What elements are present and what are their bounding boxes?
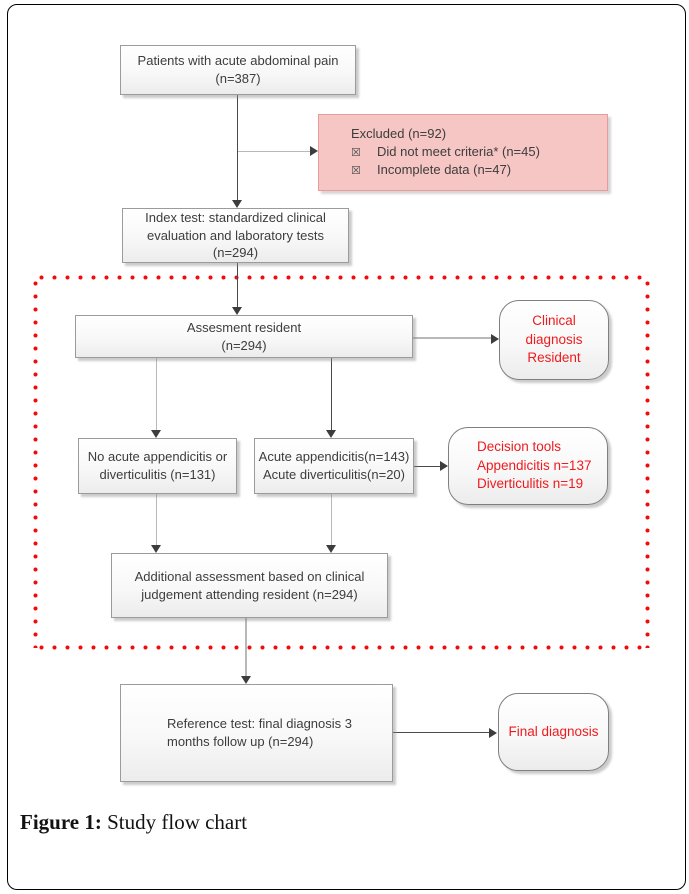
dotted-border-left <box>33 277 38 648</box>
node-decision-line1: Decision tools <box>477 439 562 455</box>
ballot-x-icon: ☒ <box>351 165 361 178</box>
arrowhead-down-assessment <box>232 307 242 315</box>
node-index-test-line1: Index test: standardized clinical <box>145 209 326 225</box>
node-assessment-line2: (n=294) <box>221 337 267 353</box>
figure-caption <box>20 810 247 835</box>
node-acute-line1: Acute appendicitis(n=143) <box>258 449 410 465</box>
node-reference-line2: months follow up (n=294) <box>167 734 314 749</box>
arrowhead-right-final <box>489 728 497 738</box>
node-additional-line1: Additional assessment based on clinical <box>134 568 365 584</box>
node-reference-line1: Reference test: final diagnosis 3 <box>167 716 352 732</box>
connector-index-to-assessment <box>237 263 238 308</box>
node-additional-assessment <box>111 553 388 618</box>
node-acute-appendicitis-diverticulitis <box>254 438 414 494</box>
dotted-border-right <box>645 277 650 648</box>
node-final-diagnosis <box>498 693 609 771</box>
dotted-border-top <box>35 275 648 280</box>
connector-acute-to-additional <box>331 494 332 546</box>
arrowhead-down-additional-right <box>326 545 336 553</box>
node-clinical-diagnosis-resident <box>499 300 609 380</box>
arrowhead-right-excluded <box>310 146 318 156</box>
arrowhead-down-index <box>232 200 242 208</box>
arrowhead-down-reference <box>241 676 251 684</box>
connector-additional-to-reference <box>245 618 247 677</box>
node-patients-line1: Patients with acute abdominal pain <box>137 53 339 69</box>
node-final-diagnosis-text: Final diagnosis <box>508 723 599 739</box>
node-index-test-line2: evaluation and laboratory tests <box>146 227 325 243</box>
node-noacute-line1: No acute appendicitis or <box>87 449 228 465</box>
node-clinical-line1: Clinical <box>532 313 576 329</box>
connector-to-excluded <box>238 151 312 152</box>
node-acute-line2: Acute diverticulitis(n=20) <box>263 467 405 482</box>
arrowhead-right-decision <box>440 461 448 471</box>
connector-acute-to-decision <box>414 466 440 467</box>
arrowhead-down-additional-left <box>151 545 161 553</box>
connector-reference-to-final <box>393 732 489 733</box>
node-clinical-line3: Resident <box>527 350 581 366</box>
node-noacute-line2: diverticulitis (n=131) <box>99 467 216 482</box>
node-decision-line3: Diverticulitis n=19 <box>477 476 584 492</box>
connector-noacute-to-additional <box>156 494 157 546</box>
node-no-acute-appendicitis <box>78 438 237 494</box>
connector-assessment-to-clinical <box>413 337 491 339</box>
node-excluded <box>318 114 608 191</box>
arrowhead-right-clinical <box>491 334 499 344</box>
dotted-border-bottom <box>35 645 648 650</box>
node-excluded-item-text: Did not meet criteria* (n=45) <box>377 144 540 160</box>
arrowhead-down-acute <box>326 430 336 438</box>
arrowhead-down-noacute <box>151 430 161 438</box>
figure-caption-label: Figure 1: <box>20 810 102 834</box>
node-excluded-title: Excluded (n=92) <box>351 126 447 142</box>
node-excluded-item <box>351 143 540 161</box>
node-decision-line2: Appendicitis n=137 <box>477 457 592 473</box>
figure-caption-text: Study flow chart <box>101 810 248 834</box>
node-index-test <box>122 208 349 263</box>
node-excluded-item <box>351 161 511 179</box>
node-additional-line2: judgement attending resident (n=294) <box>141 586 358 602</box>
connector-assessment-to-acute <box>331 358 332 431</box>
node-patients <box>120 45 356 95</box>
ballot-x-icon: ☒ <box>351 147 361 160</box>
node-clinical-line2: diagnosis <box>525 331 583 347</box>
node-patients-line2: (n=387) <box>215 71 261 86</box>
node-assessment-line1: Assesment resident <box>186 319 302 335</box>
node-reference-test <box>120 684 393 782</box>
node-index-test-line3: (n=294) <box>212 245 259 261</box>
node-assessment-resident <box>75 315 413 358</box>
connector-patients-to-index <box>237 95 238 201</box>
node-excluded-item-text: Incomplete data (n=47) <box>377 162 512 178</box>
node-decision-tools <box>448 427 608 505</box>
connector-assessment-to-noacute <box>156 358 157 431</box>
